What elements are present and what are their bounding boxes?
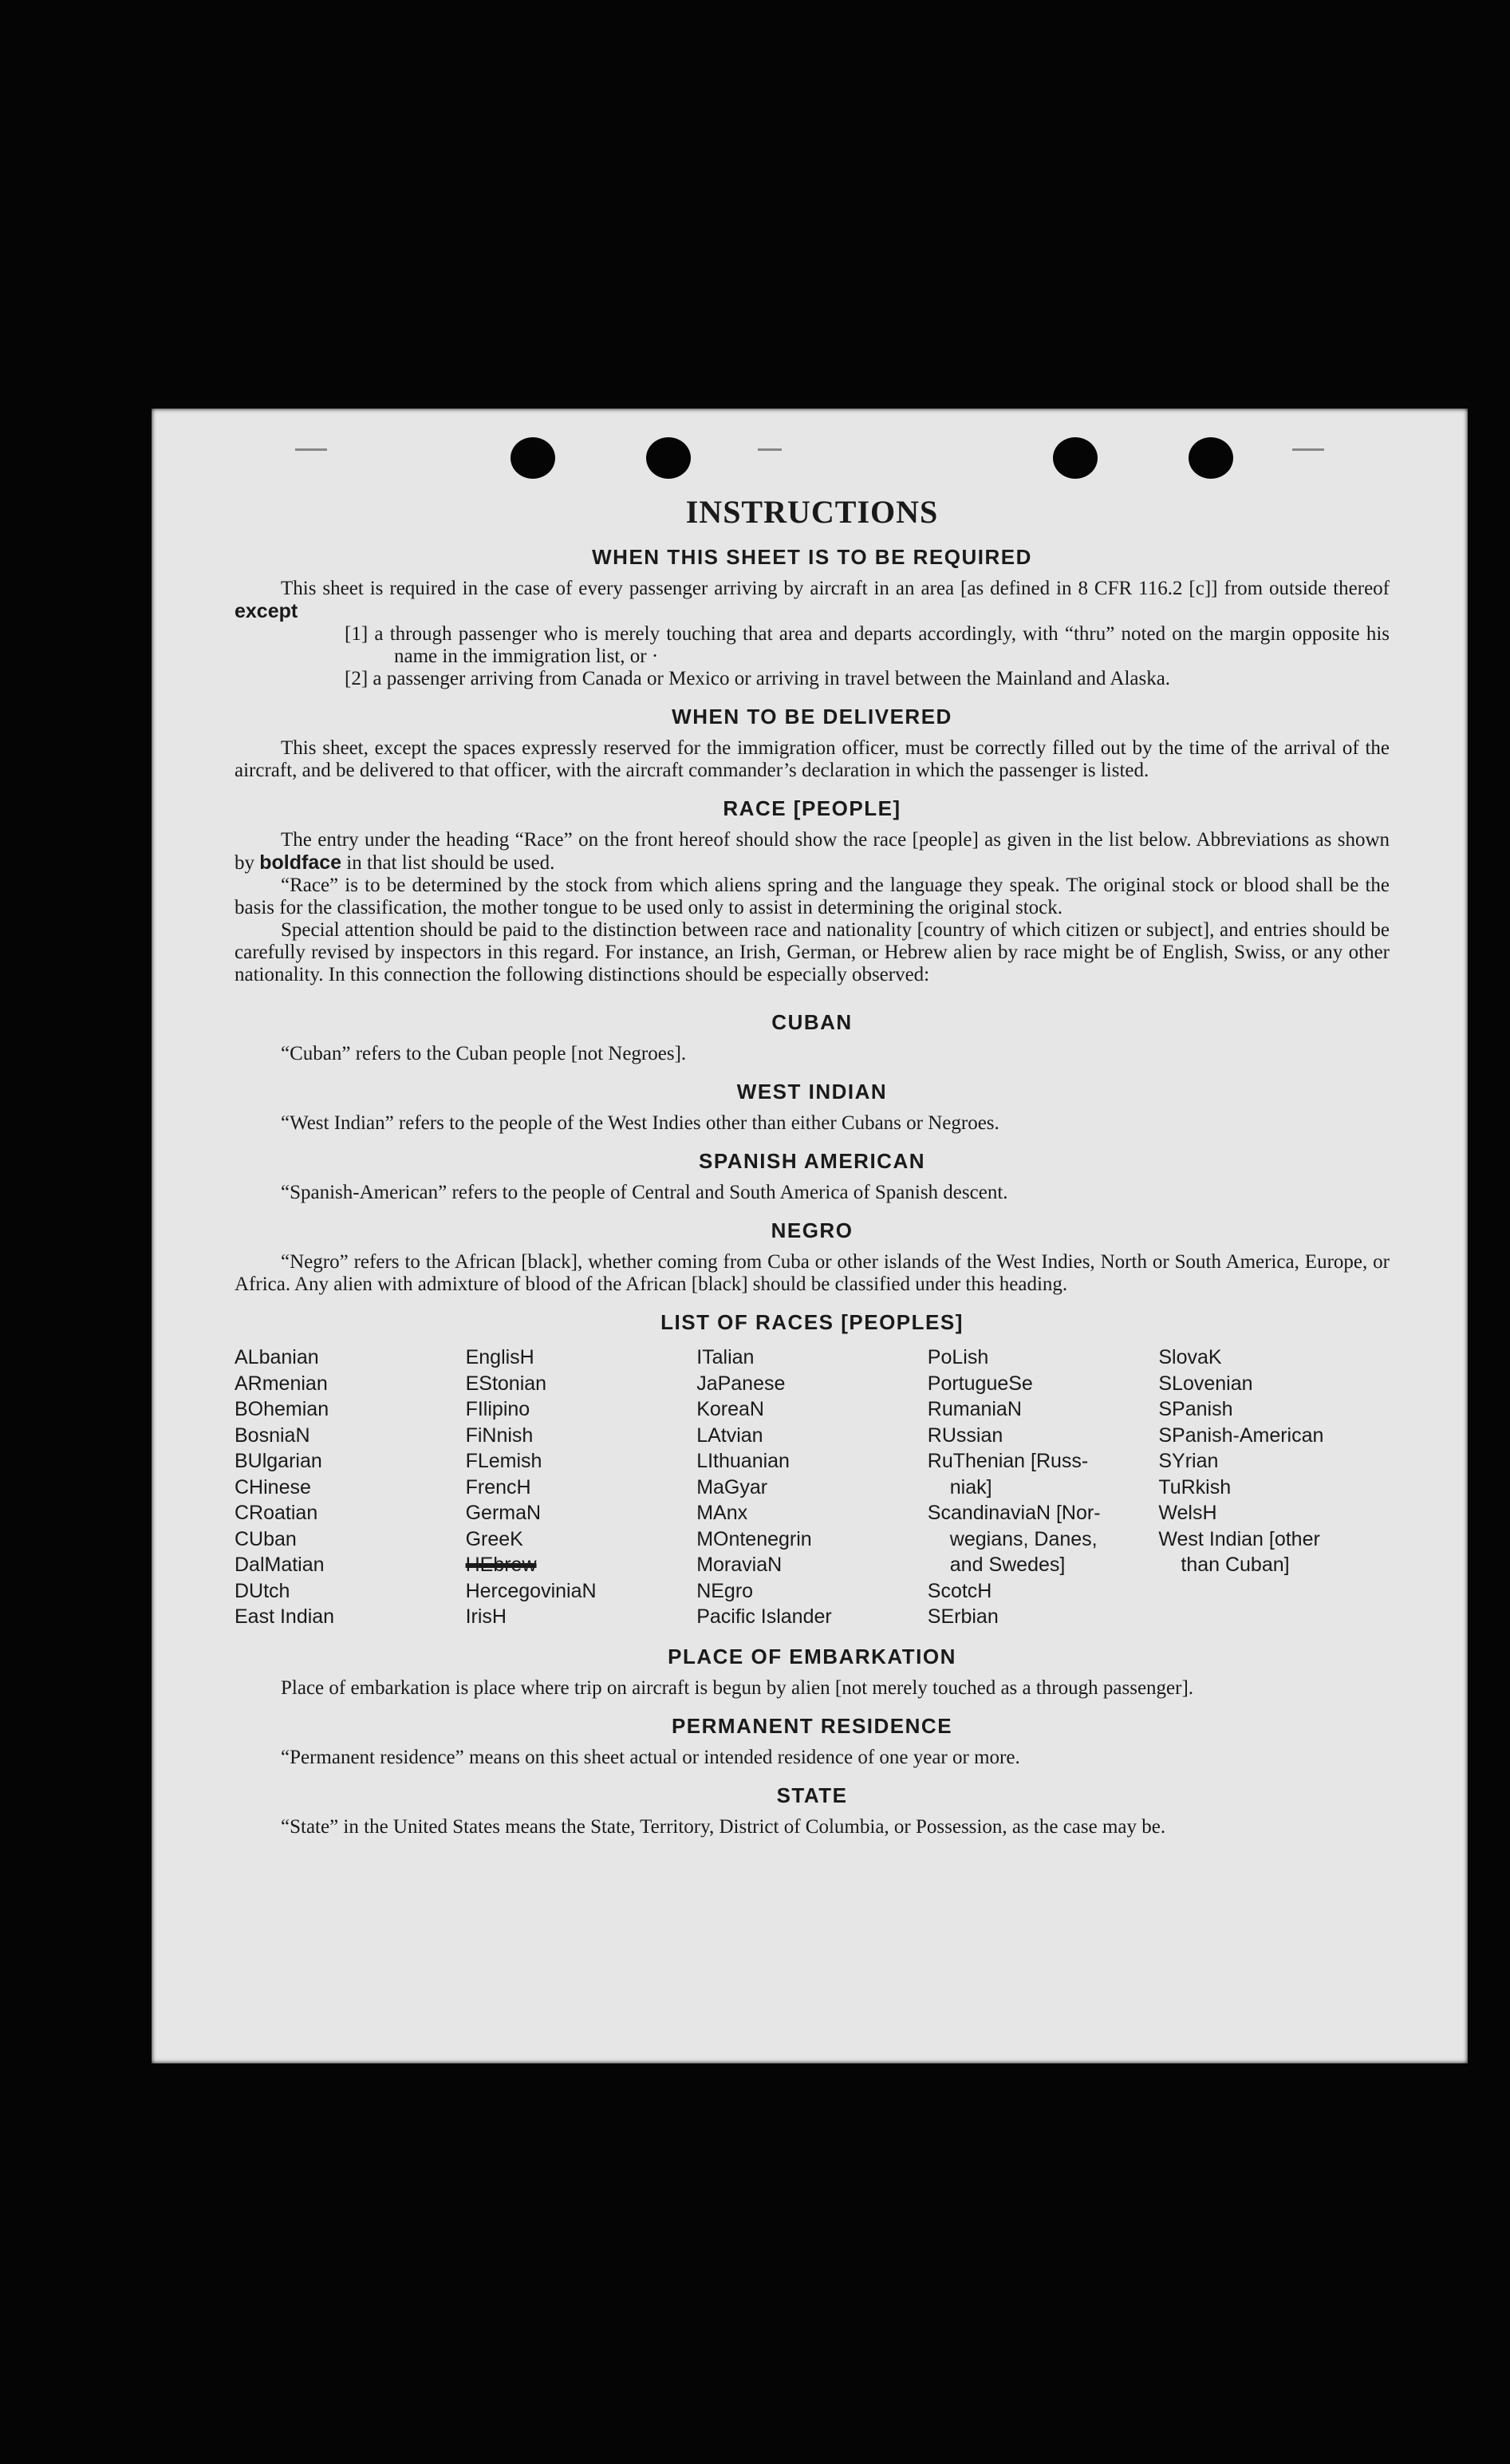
race-paragraph-1: The entry under the heading “Race” on the front hereof should show the race [people] as given in the list below. Abbreviations as shown by boldface in that list should be used. [235,829,1390,874]
embarkation-text: Place of embarkation is place where trip on aircraft is begun by alien [not merely touched as a through passenger]. [281,1676,1194,1699]
race-entry: GermaN [465,1502,542,1524]
punch-hole [1053,437,1098,479]
instruction-sheet [152,409,1468,2063]
heading-negro: NEGRO [771,1218,854,1242]
margin-mark [295,448,327,451]
race-entry: ITalian [696,1346,755,1368]
negro-text: “Negro” refers to the African [black], whether coming from Cuba or other islands of the West Indies, North or South America, Europe, or Africa. Any alien with admixture of blood of the African [black] should be classified under this heading. [235,1251,1390,1295]
state-text: “State” in the United States means the State, Territory, District of Columbia, or Possession, as the case may be. [281,1815,1166,1838]
race-entry: LAtvian [696,1424,763,1447]
heading-spanish-american: SPANISH AMERICAN [698,1149,925,1173]
race-entry: PoLish [927,1346,989,1368]
race-column-1 [235,1345,466,1630]
race-entry: DUtch [235,1579,290,1602]
race-entry: FLemish [465,1450,542,1472]
race-entry: MAnx [696,1502,748,1524]
race-entry: WelsH [1158,1502,1217,1524]
race-entry: EStonian [465,1372,547,1395]
race-entry: HercegoviniaN [465,1579,597,1602]
race-entry: DalMatian [235,1554,325,1576]
race-entry: FrencH [465,1475,531,1499]
spanish-american-text: “Spanish-American” refers to the people of Central and South America of Spanish descent. [281,1182,1008,1203]
race-entry: MaGyar [696,1475,768,1499]
sheet-body [235,493,1390,1838]
race-column-2 [466,1345,697,1630]
race-entry: IrisH [465,1605,507,1628]
race-entry: ARmenian [235,1372,328,1395]
race-entry: SLovenian [1158,1372,1253,1395]
race-entry: RUssian [927,1424,1003,1447]
race-paragraph-2: “Race” is to be determined by the stock from which aliens spring and the language they speak. The original stock or blood shall be the basis for the classification, the mother tongue to be used only to assist in determining the original stock. [235,875,1390,918]
punch-hole [646,437,691,479]
race-entry: BosniaN [235,1424,310,1447]
race-column-4 [928,1345,1159,1630]
race-entry-continued: than Cuban] [1181,1554,1290,1576]
race-entry: CUban [235,1527,297,1550]
race-entry-continued: niak] [949,1475,992,1499]
race-paragraph-3: Special attention should be paid to the distinction between race and nationality [country of which citizen or subject], and entries should be carefully revised by inspectors in this regard. For instance, an Irish, German, or Hebrew alien by race might be of English, Swiss, or any other nationality. In this connection the following distinctions should be especially observed: [235,919,1390,985]
race-entry: CHinese [235,1475,311,1499]
page-title: INSTRUCTIONS [685,494,939,530]
race-entry: GreeK [465,1527,523,1550]
heading-cuban: CUBAN [771,1010,853,1034]
race-entry: LIthuanian [696,1450,790,1472]
race-entry: CRoatian [235,1502,318,1524]
race-entry: RumaniaN [927,1398,1022,1420]
race-entry: SlovaK [1158,1346,1222,1368]
punch-hole [511,437,555,479]
race-entry: SPanish [1158,1398,1233,1420]
race-entry: SYrian [1158,1450,1219,1472]
heading-permanent-residence: PERMANENT RESIDENCE [671,1713,953,1738]
west-indian-text: “West Indian” refers to the people of the West Indies other than either Cubans or Negroes. [281,1112,999,1134]
race-entry: EnglisH [465,1346,534,1368]
race-entry: ScotcH [927,1579,992,1602]
race-entry: NEgro [696,1579,754,1602]
margin-mark [758,448,782,451]
delivered-text: This sheet, except the spaces expressly reserved for the immigration officer, must be correctly filled out by the time of the arrival of the aircraft, and be delivered to that officer, with the aircraft commander’s declaration in which the passenger is listed. [235,737,1390,781]
heading-when-required: WHEN THIS SHEET IS TO BE REQUIRED [592,545,1032,569]
heading-place-of-embarkation: PLACE OF EMBARKATION [668,1644,956,1668]
required-item-1: [1] a through passenger who is merely touching that area and departs accordingly, with “thru” noted on the margin opposite his name in the immigration list, or · [345,623,1390,667]
race-entry: JaPanese [696,1372,786,1395]
required-intro: This sheet is required in the case of every passenger arriving by aircraft in an area [as defined in 8 CFR 116.2 [c]] from outside thereof except [235,578,1390,622]
race-entry: SErbian [927,1605,999,1628]
race-entry: ALbanian [235,1346,319,1368]
race-entry: Pacific Islander [696,1605,832,1628]
race-entry: SPanish-American [1158,1424,1324,1447]
residence-text: “Permanent residence” means on this sheet actual or intended residence of one year or more. [281,1746,1020,1768]
race-entry: ScandinaviaN [Nor- [927,1502,1101,1524]
race-column-3 [696,1345,928,1630]
punch-hole [1189,437,1233,479]
race-list [235,1345,1390,1630]
heading-list-of-races: LIST OF RACES [PEOPLES] [660,1310,964,1334]
heading-state: STATE [776,1783,848,1807]
race-entry: KoreaN [696,1398,764,1420]
race-entry: FiNnish [465,1424,534,1447]
required-item-2: [2] a passenger arriving from Canada or Mexico or arriving in travel between the Mainland and Alaska. [345,668,1171,689]
margin-mark [1292,448,1324,451]
race-entry: West Indian [other [1158,1527,1320,1550]
race-entry-continued: and Swedes] [949,1554,1066,1576]
race-entry: TuRkish [1158,1475,1232,1499]
race-entry: MOntenegrin [696,1527,812,1550]
heading-west-indian: WEST INDIAN [736,1080,888,1104]
race-entry: MoraviaN [696,1554,783,1576]
heading-when-delivered: WHEN TO BE DELIVERED [672,705,952,729]
race-entry: BOhemian [235,1398,329,1420]
race-entry: FIlipino [465,1398,530,1420]
race-entry: East Indian [235,1605,335,1628]
race-entry: BUlgarian [235,1450,322,1472]
race-entry-struck: HEbrew [465,1554,537,1576]
heading-race: RACE [PEOPLE] [723,796,901,820]
race-entry: RuThenian [Russ- [927,1450,1089,1472]
race-column-5 [1158,1345,1390,1630]
race-entry: PortugueSe [927,1372,1033,1395]
race-entry-continued: wegians, Danes, [949,1527,1098,1550]
cuban-text: “Cuban” refers to the Cuban people [not Negroes]. [281,1043,687,1064]
